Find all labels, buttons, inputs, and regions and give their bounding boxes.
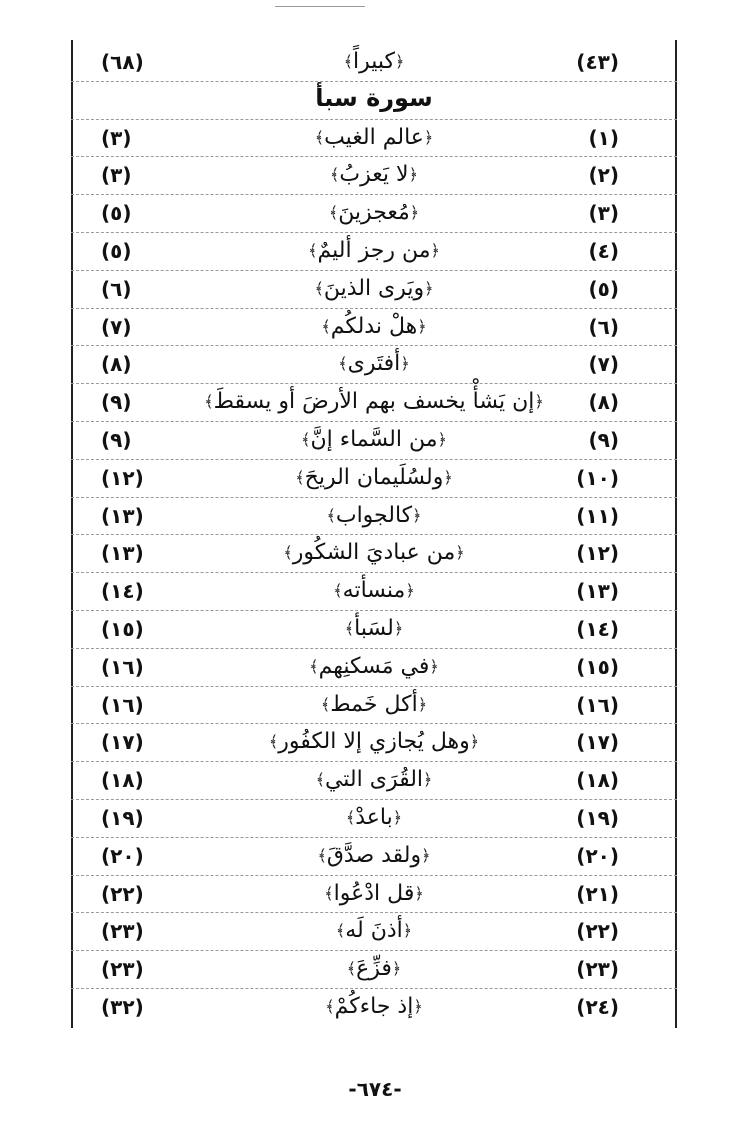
word-text: كبيراً xyxy=(352,49,395,74)
verse-number: (١٠) xyxy=(576,465,619,490)
verse-number: (٢٣) xyxy=(576,957,619,982)
reference-page-number: (٦٨) xyxy=(101,50,144,74)
verse-number: (٧) xyxy=(588,352,619,377)
word-text: من عباديَ الشكُور xyxy=(292,540,456,566)
reference-page-number: (٢٠) xyxy=(101,843,144,868)
quran-word xyxy=(71,539,677,567)
quran-word xyxy=(71,955,677,983)
verse-number: (٢٤) xyxy=(576,994,619,1019)
table-row xyxy=(71,762,677,800)
table-row xyxy=(71,309,677,347)
quran-word xyxy=(71,917,677,945)
table-row xyxy=(71,422,677,460)
ornament-open-icon: ﴿ xyxy=(423,127,434,147)
verse-number: (١٦) xyxy=(576,692,619,717)
table-row xyxy=(71,195,677,233)
table-row xyxy=(71,838,677,876)
verse-number: (٢٠) xyxy=(576,843,619,868)
ornament-close-icon: ﴾ xyxy=(344,618,355,638)
quran-word xyxy=(71,313,677,341)
table-row xyxy=(71,800,677,838)
ornament-close-icon: ﴾ xyxy=(324,883,334,903)
ornament-open-icon: ﴿ xyxy=(413,996,423,1016)
reference-page-number: (١٨) xyxy=(101,768,144,793)
reference-page-number: (٦) xyxy=(101,276,132,301)
ornament-open-icon: ﴿ xyxy=(409,203,420,223)
verse-number: (٢٢) xyxy=(576,919,619,944)
verse-number: (٤٣) xyxy=(576,50,619,74)
word-text: لا يَعزبُ xyxy=(339,162,409,188)
surah-heading-row xyxy=(71,82,677,120)
verse-number: (١١) xyxy=(576,503,619,528)
table-row xyxy=(71,649,677,687)
ornament-open-icon: ﴿ xyxy=(417,694,428,714)
word-text: القُرَى التي xyxy=(324,767,424,793)
ornament-open-icon: ﴿ xyxy=(393,618,404,638)
top-rule xyxy=(275,6,365,7)
reference-page-number: (٧) xyxy=(101,314,132,339)
quran-word xyxy=(71,388,677,416)
word-text: إذ جاءكُمْ xyxy=(334,993,414,1019)
reference-page-number: (١٣) xyxy=(101,541,144,566)
ornament-close-icon: ﴾ xyxy=(309,656,319,676)
verse-number: (٥) xyxy=(588,276,619,301)
verse-number: (١٥) xyxy=(576,654,619,679)
verse-number: (١٢) xyxy=(576,541,619,566)
quran-word xyxy=(71,161,677,189)
ornament-close-icon: ﴾ xyxy=(320,694,331,714)
reference-page-number: (١٥) xyxy=(101,616,144,641)
quran-word xyxy=(71,502,677,530)
word-text: فزِّعَ xyxy=(356,956,392,982)
reference-page-number: (٢٣) xyxy=(101,957,144,982)
ornament-open-icon: ﴿ xyxy=(443,467,453,487)
verse-number: (٢) xyxy=(588,163,619,188)
word-text: لسَبأ xyxy=(354,615,394,641)
word-text: أفتَرى xyxy=(347,351,401,377)
quran-word xyxy=(71,615,677,643)
table-row xyxy=(71,384,677,422)
ornament-close-icon: ﴾ xyxy=(317,845,327,865)
ornament-close-icon: ﴾ xyxy=(338,354,348,374)
table-row xyxy=(71,989,677,1027)
ornament-close-icon: ﴾ xyxy=(321,316,331,336)
table-row xyxy=(71,460,677,498)
verse-number: (١٣) xyxy=(576,579,619,604)
quran-word xyxy=(71,124,677,152)
quran-word xyxy=(71,199,677,227)
ornament-open-icon: ﴿ xyxy=(423,770,433,790)
ornament-close-icon: ﴾ xyxy=(325,996,335,1016)
reference-page-number: (٨) xyxy=(101,352,132,377)
word-text: عالم الغيب xyxy=(324,124,424,150)
verse-number: (١٧) xyxy=(576,730,619,755)
verse-number: (٦) xyxy=(588,314,619,339)
table-row xyxy=(71,876,677,914)
word-text: في مَسكنِهم xyxy=(318,653,430,679)
ornament-close-icon: ﴾ xyxy=(326,505,336,525)
reference-page-number: (٩) xyxy=(101,390,132,415)
ornament-open-icon: ﴿ xyxy=(400,354,410,374)
quran-word xyxy=(71,728,677,756)
verse-number: (١٩) xyxy=(576,805,619,830)
quran-word xyxy=(71,804,677,832)
ornament-close-icon: ﴾ xyxy=(345,807,356,827)
reference-page-number: (٣) xyxy=(101,125,132,150)
table-row xyxy=(71,724,677,762)
quran-word xyxy=(71,237,677,265)
ornament-open-icon: ﴿ xyxy=(469,732,480,752)
table-row xyxy=(71,233,677,271)
reference-page-number: (٢٣) xyxy=(101,919,144,944)
reference-page-number: (١٣) xyxy=(101,503,144,528)
quran-word xyxy=(71,275,677,303)
reference-page-number: (١٧) xyxy=(101,730,144,755)
ornament-open-icon: ﴿ xyxy=(405,581,415,601)
ornament-open-icon: ﴿ xyxy=(429,656,439,676)
word-text: كالجواب xyxy=(335,502,413,528)
verse-number: (٩) xyxy=(588,427,619,452)
reference-page-number: (٢٢) xyxy=(101,881,144,906)
reference-page-number: (١٦) xyxy=(101,654,144,679)
ornament-close-icon: ﴾ xyxy=(330,165,340,185)
word-text: قل ادْعُوا xyxy=(333,880,415,906)
surah-title: سورة سبأ xyxy=(315,83,433,112)
word-text: منسأته xyxy=(342,578,406,604)
quran-word xyxy=(71,350,677,378)
glossary-table xyxy=(71,44,677,1027)
verse-number: (٢١) xyxy=(576,881,619,906)
verse-number: (٨) xyxy=(588,390,619,415)
quran-word xyxy=(71,842,677,870)
quran-word xyxy=(71,691,677,719)
word-text: إن يَشأْ يخسف بهم الأرضَ أو يسقطَ xyxy=(213,389,535,415)
ornament-close-icon: ﴾ xyxy=(335,921,346,941)
ornament-close-icon: ﴾ xyxy=(204,392,214,412)
word-text: أكل خَمط xyxy=(330,691,418,717)
ornament-close-icon: ﴾ xyxy=(295,467,305,487)
reference-page-number: (١٢) xyxy=(101,465,144,490)
ornament-open-icon: ﴿ xyxy=(417,316,427,336)
quran-word xyxy=(71,464,677,492)
ornament-open-icon: ﴿ xyxy=(412,505,422,525)
table-row xyxy=(71,271,677,309)
word-text: ويَرى الذينَ xyxy=(323,275,425,301)
reference-page-number: (٥) xyxy=(101,201,132,226)
ornament-close-icon: ﴾ xyxy=(315,770,325,790)
reference-page-number: (١٦) xyxy=(101,692,144,717)
quran-word xyxy=(71,653,677,681)
reference-page-number: (١٩) xyxy=(101,805,144,830)
ornament-open-icon: ﴿ xyxy=(421,845,431,865)
table-row xyxy=(71,346,677,384)
table-row xyxy=(71,120,677,158)
ornament-open-icon: ﴿ xyxy=(534,392,544,412)
table-row xyxy=(71,157,677,195)
reference-page-number: (٥) xyxy=(101,238,132,263)
quran-word xyxy=(71,766,677,794)
table-row xyxy=(71,951,677,989)
page-number: -٦٧٤- xyxy=(348,1077,402,1101)
ornament-close-icon: ﴾ xyxy=(333,581,343,601)
verse-number: (١٤) xyxy=(576,616,619,641)
quran-word xyxy=(71,577,677,605)
word-text: من رجز أليمٌ xyxy=(317,237,431,263)
ornament-close-icon: ﴾ xyxy=(268,732,279,752)
ornament-close-icon: ﴾ xyxy=(301,429,311,449)
ornament-close-icon: ﴾ xyxy=(314,278,324,298)
table-row xyxy=(71,913,677,951)
ornament-close-icon: ﴾ xyxy=(314,127,325,147)
ornament-close-icon: ﴾ xyxy=(343,52,353,71)
reference-page-number: (٣) xyxy=(101,163,132,188)
table-row xyxy=(71,573,677,611)
verse-number: (١) xyxy=(588,125,619,150)
ornament-open-icon: ﴿ xyxy=(408,165,418,185)
ornament-open-icon: ﴿ xyxy=(437,429,447,449)
ornament-close-icon: ﴾ xyxy=(346,959,357,979)
reference-page-number: (١٤) xyxy=(101,579,144,604)
ornament-open-icon: ﴿ xyxy=(391,959,402,979)
table-row xyxy=(71,611,677,649)
word-text: هلْ ندلكُم xyxy=(330,313,418,339)
quran-word xyxy=(71,48,677,76)
table-row xyxy=(71,44,677,82)
verse-number: (١٨) xyxy=(576,768,619,793)
quran-word xyxy=(71,993,677,1021)
word-text: مُعجزينَ xyxy=(338,200,410,226)
reference-page-number: (٩) xyxy=(101,427,132,452)
word-text: وهل يُجازي إلا الكفُور xyxy=(278,729,470,755)
table-row xyxy=(71,498,677,536)
reference-page-number: (٣٢) xyxy=(101,994,144,1019)
word-text: ولقد صدَّقَ xyxy=(326,842,422,868)
ornament-open-icon: ﴿ xyxy=(402,921,413,941)
quran-word xyxy=(71,426,677,454)
ornament-open-icon: ﴿ xyxy=(430,240,440,260)
ornament-open-icon: ﴿ xyxy=(455,543,465,563)
table-row xyxy=(71,687,677,725)
ornament-close-icon: ﴾ xyxy=(283,543,293,563)
verse-number: (٣) xyxy=(588,201,619,226)
word-text: من السَّماء إنَّ xyxy=(310,426,438,452)
word-text: باعدْ xyxy=(355,804,393,830)
ornament-open-icon: ﴿ xyxy=(395,52,405,71)
word-text: أذنَ لَه xyxy=(345,918,403,944)
ornament-open-icon: ﴿ xyxy=(424,278,434,298)
verse-number: (٤) xyxy=(588,238,619,263)
ornament-close-icon: ﴾ xyxy=(328,203,339,223)
ornament-open-icon: ﴿ xyxy=(414,883,424,903)
ornament-close-icon: ﴾ xyxy=(308,240,318,260)
quran-word xyxy=(71,880,677,908)
table-row xyxy=(71,535,677,573)
ornament-open-icon: ﴿ xyxy=(392,807,403,827)
word-text: ولسُلَيمان الريحَ xyxy=(304,464,444,490)
